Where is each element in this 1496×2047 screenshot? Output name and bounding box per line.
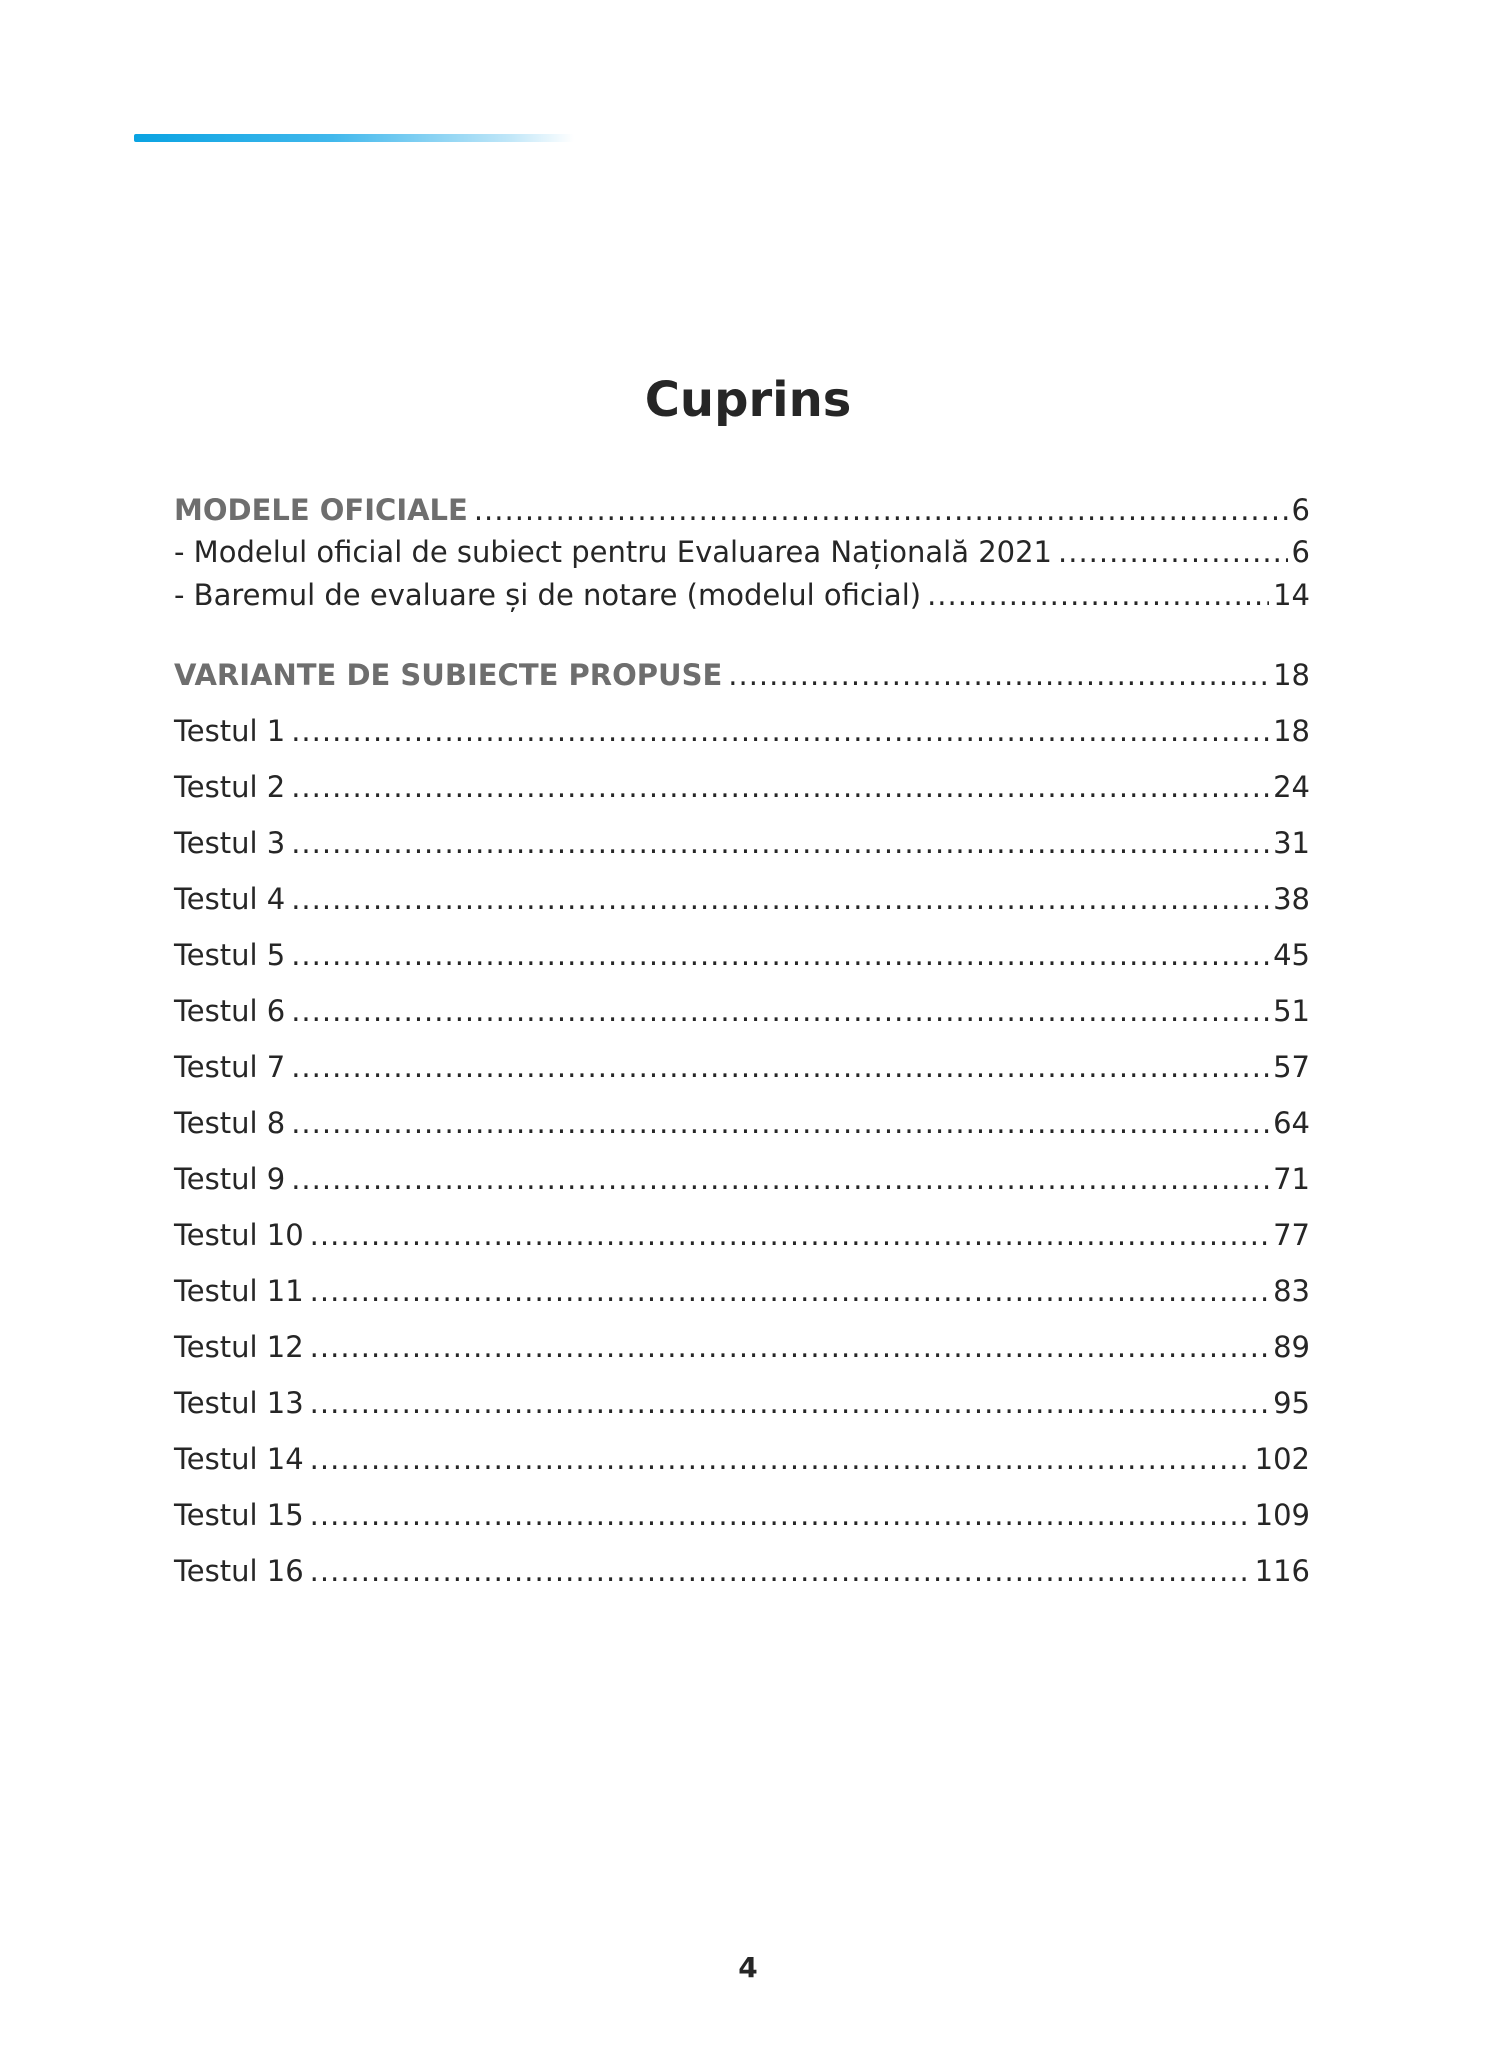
toc-entry-label: Testul 13 bbox=[174, 1386, 304, 1420]
toc-entry-label: Testul 2 bbox=[174, 770, 286, 804]
toc-entry-label: Testul 14 bbox=[174, 1442, 304, 1476]
toc-entry[interactable] bbox=[174, 575, 1310, 615]
toc-entry[interactable] bbox=[174, 655, 1310, 695]
toc-entry-page: 109 bbox=[1254, 1498, 1310, 1532]
toc-entry-label: Testul 5 bbox=[174, 938, 286, 972]
toc-entry-page: 6 bbox=[1291, 535, 1310, 569]
toc-leader bbox=[291, 935, 1269, 975]
toc-entry-page: 18 bbox=[1273, 714, 1310, 748]
toc-entry-page: 51 bbox=[1273, 994, 1310, 1028]
accent-bar bbox=[134, 134, 574, 142]
toc-entry-label: - Modelul oficial de subiect pentru Evaluarea Națională 2021 bbox=[174, 535, 1053, 569]
toc-entry-page: 31 bbox=[1273, 826, 1310, 860]
toc-entry-label: Testul 8 bbox=[174, 1106, 286, 1140]
toc-entry-label: VARIANTE DE SUBIECTE PROPUSE bbox=[174, 658, 723, 692]
toc-entry-page: 45 bbox=[1273, 938, 1310, 972]
toc-entry[interactable] bbox=[174, 1327, 1310, 1367]
toc-entry-page: 89 bbox=[1273, 1330, 1310, 1364]
toc-leader bbox=[310, 1271, 1269, 1311]
toc-entry-label: Testul 1 bbox=[174, 714, 286, 748]
toc-leader bbox=[474, 490, 1288, 530]
page-number: 4 bbox=[738, 1951, 758, 1984]
toc-entry-label: Testul 16 bbox=[174, 1554, 304, 1588]
toc-entry[interactable] bbox=[174, 1439, 1310, 1479]
toc-entry-page: 38 bbox=[1273, 882, 1310, 916]
toc-leader bbox=[291, 767, 1269, 807]
toc-entry[interactable] bbox=[174, 991, 1310, 1031]
toc-entry-label: Testul 12 bbox=[174, 1330, 304, 1364]
toc-entry-label: - Baremul de evaluare și de notare (modelul oficial) bbox=[174, 578, 922, 612]
toc-entry-label: MODELE OFICIALE bbox=[174, 493, 468, 527]
toc-entry[interactable] bbox=[174, 879, 1310, 919]
toc-leader bbox=[291, 1047, 1269, 1087]
toc-entry[interactable] bbox=[174, 1103, 1310, 1143]
toc-entry-page: 83 bbox=[1273, 1274, 1310, 1308]
toc-entry-page: 14 bbox=[1273, 578, 1310, 612]
toc-entry[interactable] bbox=[174, 1271, 1310, 1311]
toc-leader bbox=[291, 879, 1269, 919]
toc-entry-page: 116 bbox=[1254, 1554, 1310, 1588]
toc-entry[interactable] bbox=[174, 935, 1310, 975]
toc-entry[interactable] bbox=[174, 1215, 1310, 1255]
toc-entry-label: Testul 15 bbox=[174, 1498, 304, 1532]
toc-leader bbox=[291, 991, 1269, 1031]
toc-entry[interactable] bbox=[174, 490, 1310, 530]
toc-leader bbox=[1058, 532, 1288, 572]
page-title: Cuprins bbox=[644, 372, 852, 428]
toc-entry[interactable] bbox=[174, 767, 1310, 807]
toc-entry-label: Testul 3 bbox=[174, 826, 286, 860]
toc-entry-page: 77 bbox=[1273, 1218, 1310, 1252]
toc-leader bbox=[310, 1551, 1251, 1591]
toc-entry[interactable] bbox=[174, 1047, 1310, 1087]
toc-entry[interactable] bbox=[174, 1159, 1310, 1199]
toc-leader bbox=[291, 1159, 1269, 1199]
toc-leader bbox=[291, 1103, 1269, 1143]
toc-entry-label: Testul 6 bbox=[174, 994, 286, 1028]
toc-entry-page: 57 bbox=[1273, 1050, 1310, 1084]
toc-entry-page: 18 bbox=[1273, 658, 1310, 692]
toc-entry-page: 102 bbox=[1254, 1442, 1310, 1476]
toc-leader bbox=[310, 1215, 1269, 1255]
toc-leader bbox=[310, 1495, 1251, 1535]
toc-entry-page: 6 bbox=[1291, 493, 1310, 527]
toc-entry-page: 24 bbox=[1273, 770, 1310, 804]
toc-entry[interactable] bbox=[174, 532, 1310, 572]
toc-entry-label: Testul 9 bbox=[174, 1162, 286, 1196]
toc-entry[interactable] bbox=[174, 1551, 1310, 1591]
toc-entry-label: Testul 11 bbox=[174, 1274, 304, 1308]
toc-leader bbox=[927, 575, 1269, 615]
toc-leader bbox=[310, 1439, 1251, 1479]
toc-leader bbox=[728, 655, 1269, 695]
toc-leader bbox=[291, 711, 1269, 751]
toc-entry-label: Testul 4 bbox=[174, 882, 286, 916]
toc-entry-page: 95 bbox=[1273, 1386, 1310, 1420]
toc-leader bbox=[310, 1327, 1269, 1367]
toc-entry-page: 64 bbox=[1273, 1106, 1310, 1140]
toc-entry-label: Testul 7 bbox=[174, 1050, 286, 1084]
toc-entry[interactable] bbox=[174, 711, 1310, 751]
toc-entry-page: 71 bbox=[1273, 1162, 1310, 1196]
toc-leader bbox=[291, 823, 1269, 863]
toc-entry[interactable] bbox=[174, 1495, 1310, 1535]
toc-entry[interactable] bbox=[174, 1383, 1310, 1423]
toc-entry[interactable] bbox=[174, 823, 1310, 863]
toc-leader bbox=[310, 1383, 1269, 1423]
toc-entry-label: Testul 10 bbox=[174, 1218, 304, 1252]
